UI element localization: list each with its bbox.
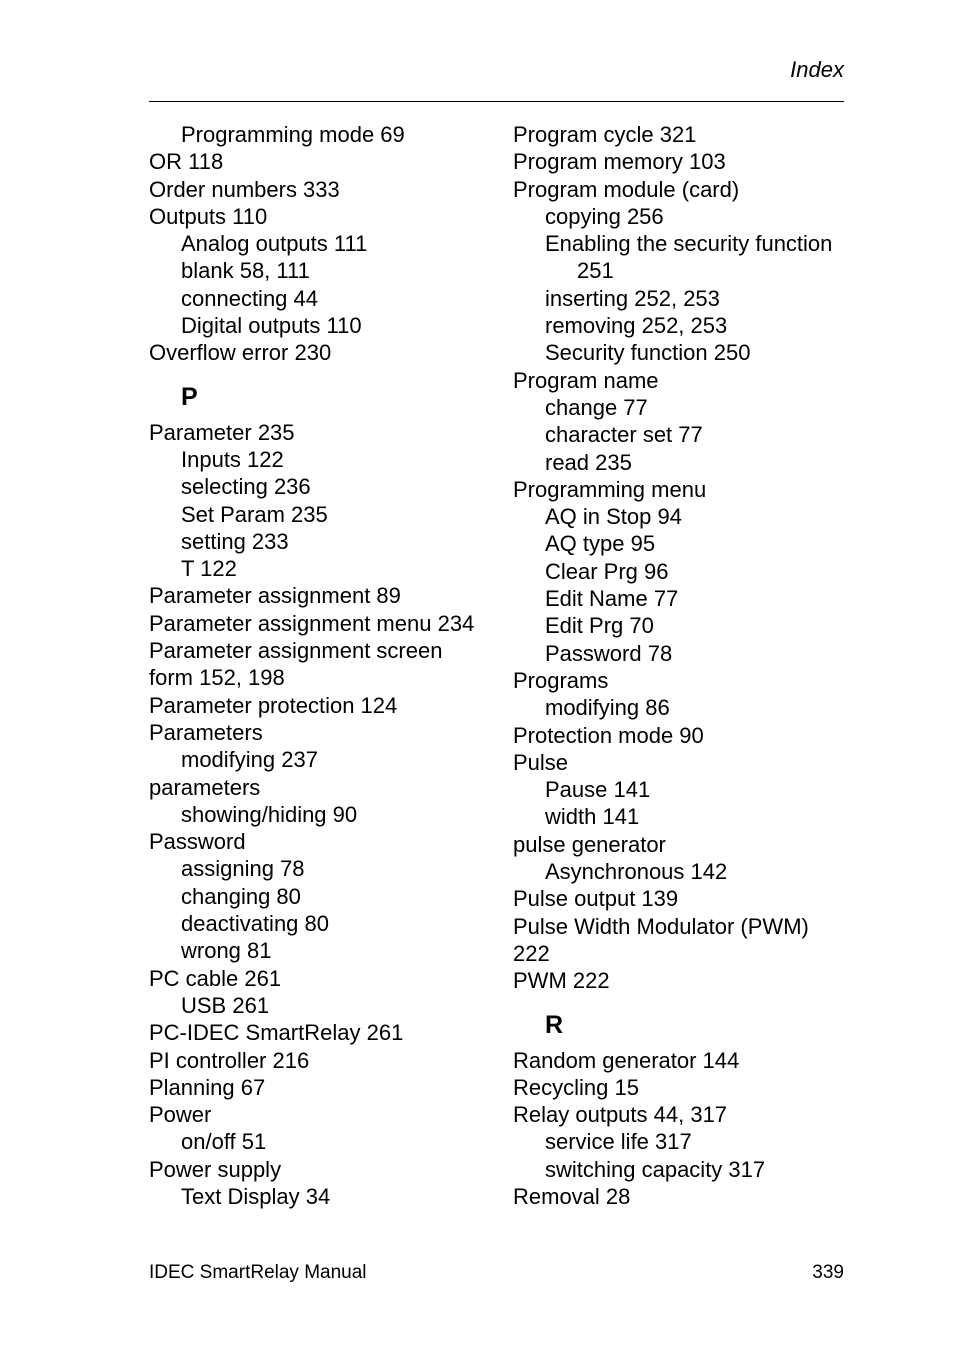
index-subentry: selecting 236 — [181, 474, 311, 500]
index-entry: form 152, 198 — [149, 665, 285, 691]
index-entry: Protection mode 90 — [513, 722, 704, 748]
index-entry: 222 — [513, 940, 550, 966]
index-entry: Planning 67 — [149, 1074, 266, 1100]
index-subentry: Analog outputs 111 — [181, 231, 368, 257]
index-entry: Order numbers 333 — [149, 176, 340, 202]
index-subentry: Security function 250 — [545, 340, 751, 366]
footer-manual-title: IDEC SmartRelay Manual — [149, 1262, 367, 1283]
index-subentry: blank 58, 111 — [181, 258, 310, 284]
index-entry: Parameter 235 — [149, 419, 295, 445]
index-section-letter: R — [545, 1010, 564, 1039]
index-entry: Relay outputs 44, 317 — [513, 1102, 728, 1128]
index-subentry: showing/hiding 90 — [181, 801, 358, 827]
index-entry: Random generator 144 — [513, 1047, 740, 1073]
index-subentry: inserting 252, 253 — [545, 285, 720, 311]
index-subentry: character set 77 — [545, 422, 703, 448]
index-subentry: USB 261 — [181, 992, 270, 1018]
index-subentry: Inputs 122 — [181, 446, 284, 472]
index-entry: PI controller 216 — [149, 1047, 310, 1073]
index-subentry: modifying 237 — [181, 747, 318, 773]
index-subentry: 251 — [577, 258, 614, 284]
index-entry: Pulse output 139 — [513, 886, 679, 912]
index-subentry: Edit Name 77 — [545, 586, 679, 612]
index-subentry: AQ in Stop 94 — [545, 504, 682, 530]
index-entry: Pulse Width Modulator (PWM) — [513, 913, 809, 939]
index-subentry: AQ type 95 — [545, 531, 656, 557]
index-subentry: change 77 — [545, 394, 648, 420]
index-subentry: Programming mode 69 — [181, 122, 405, 147]
index-entry: Program module (card) — [513, 176, 740, 202]
index-entry: Pulse — [513, 749, 569, 775]
index-subentry: T 122 — [181, 556, 237, 582]
running-header-title: Index — [790, 57, 844, 82]
index-entry: Overflow error 230 — [149, 340, 332, 366]
index-subentry: modifying 86 — [545, 695, 670, 721]
index-column-right — [513, 121, 853, 1210]
index-subentry: switching capacity 317 — [545, 1156, 766, 1182]
index-subentry: removing 252, 253 — [545, 313, 728, 339]
index-subentry: Edit Prg 70 — [545, 613, 654, 639]
index-entry: Programming menu — [513, 476, 707, 502]
index-entry: PC-IDEC SmartRelay 261 — [149, 1020, 404, 1046]
index-column-left — [149, 121, 494, 1210]
index-entry: Parameter assignment 89 — [149, 583, 401, 609]
index-entry: OR 118 — [149, 149, 224, 175]
index-entry: Program cycle 321 — [513, 122, 697, 147]
index-entry: PWM 222 — [513, 968, 610, 994]
index-subentry: connecting 44 — [181, 285, 318, 311]
index-entry: Parameters — [149, 719, 263, 745]
index-subentry: setting 233 — [181, 528, 289, 554]
index-entry: PC cable 261 — [149, 965, 282, 991]
header-rule — [149, 101, 844, 102]
index-subentry: Clear Prg 96 — [545, 558, 669, 584]
index-subentry: service life 317 — [545, 1129, 692, 1155]
footer-page-number: 339 — [812, 1262, 844, 1283]
index-subentry: Asynchronous 142 — [545, 859, 728, 885]
index-subentry: copying 256 — [545, 203, 664, 229]
index-subentry: changing 80 — [181, 883, 301, 909]
index-subentry: on/off 51 — [181, 1129, 267, 1155]
index-entry: Recycling 15 — [513, 1074, 639, 1100]
index-subentry: wrong 81 — [181, 938, 272, 964]
index-entry: pulse generator — [513, 831, 666, 857]
index-subentry: Digital outputs 110 — [181, 313, 362, 339]
index-subentry: Pause 141 — [545, 777, 651, 803]
index-subentry: read 235 — [545, 449, 632, 475]
index-subentry: width 141 — [545, 804, 640, 830]
index-entry: Outputs 110 — [149, 203, 268, 229]
index-entry: Program name — [513, 367, 659, 393]
index-entry: Power — [149, 1102, 212, 1128]
index-section-letter: P — [181, 382, 198, 411]
index-entry: Password — [149, 829, 246, 855]
index-subentry: Text Display 34 — [181, 1183, 331, 1209]
index-subentry: Set Param 235 — [181, 501, 328, 527]
index-entry: Power supply — [149, 1156, 282, 1182]
index-entry: Parameter assignment screen — [149, 638, 443, 664]
index-entry: parameters — [149, 774, 261, 800]
index-entry: Parameter protection 124 — [149, 692, 398, 718]
index-entry: Programs — [513, 667, 609, 693]
index-subentry: Password 78 — [545, 640, 673, 666]
index-subentry: deactivating 80 — [181, 911, 329, 937]
index-entry: Removal 28 — [513, 1183, 631, 1209]
index-subentry: assigning 78 — [181, 856, 305, 882]
index-entry: Parameter assignment menu 234 — [149, 610, 475, 636]
index-entry: Program memory 103 — [513, 149, 726, 175]
index-subentry: Enabling the security function — [545, 231, 833, 257]
